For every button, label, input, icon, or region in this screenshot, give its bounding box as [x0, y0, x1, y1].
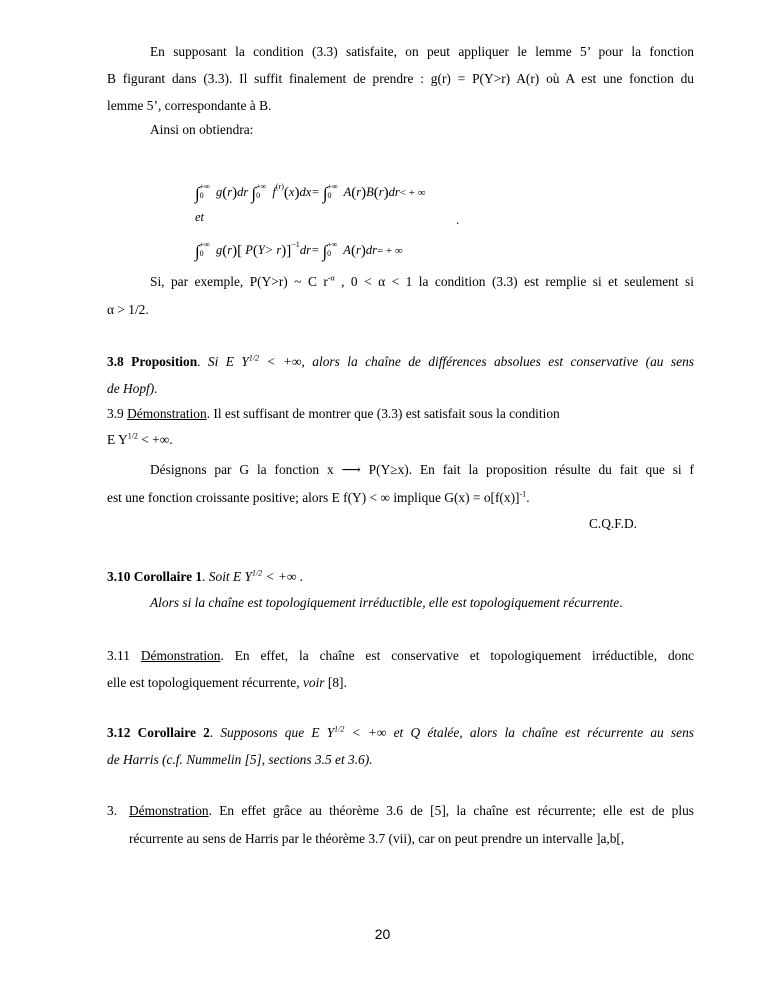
- paragraph-condition-line2: B figurant dans (3.3). Il suffit finalement de prendre : g(r) = P(Y>r) A(r) où A est une fonction du: [107, 71, 694, 86]
- demonstration-3-9-line1: 3.9 Démonstration. Il est suffisant de montrer que (3.3) est satisfait sous la condition: [107, 406, 560, 421]
- equation-line-2: ∫ +∞ 0 g(r)[ P(Y> r)]$^{-1}$dr= ∫ +∞ 0 A(r)dr= + ∞: [195, 240, 403, 261]
- paragraph-condition-line1: En supposant la condition (3.3) satisfaite, on peut appliquer le lemme 5’ pour la fonction: [150, 44, 694, 59]
- demonstration-3-11-line2: elle est topologiquement récurrente, voir [8].: [107, 675, 347, 690]
- corollaire-2-line1: 3.12 Corollaire 2. Supposons que E $Y^{1/2}$ < +∞ et Q étalée, alors la chaîne est récurrente au sens: [107, 724, 694, 740]
- cqfd: C.Q.F.D.: [588, 516, 637, 531]
- ainsi-text: Ainsi on obtiendra:: [150, 122, 254, 137]
- demonstration-3-line2: récurrente au sens de Harris par le théorème 3.7 (vii), car on peut prendre un intervalle ]a,b[,: [129, 831, 625, 846]
- equation-period: .: [456, 212, 460, 227]
- demonstration-3-9-line2: E $Y^{1/2}$ < +∞.: [107, 431, 173, 447]
- demonstration-3-line1: Démonstration. En effet grâce au théorème 3.6 de [5], la chaîne est récurrente; elle est de plus: [129, 803, 694, 818]
- page-number: 20: [374, 926, 391, 942]
- designons-line2: est une fonction croissante positive; alors E f(Y) < ∞ implique $G(x) = o[f(x)]^{-1}$.: [107, 489, 530, 505]
- paragraph-condition-line3: lemme 5’, correspondante à B.: [107, 98, 272, 113]
- equation-line-1: ∫ +∞ 0 g(r)dr ∫ +∞ 0 $f^{(r)}(x)dx=$ ∫ +∞ 0 A(r)B(r)dr< + ∞: [195, 182, 426, 203]
- corollaire-2-line2: de Harris (c.f. Nummelin [5], sections 3.5 et 3.6).: [107, 752, 373, 767]
- demonstration-3-number: 3.: [107, 803, 118, 818]
- proposition-3-8-line1: 3.8 Proposition. Si E $Y^{1/2}$ < +∞, alors la chaîne de différences absolues est conservative (au sens: [107, 353, 694, 369]
- corollaire-1-line2: Alors si la chaîne est topologiquement irréductible, elle est topologiquement récurrente.: [150, 595, 623, 610]
- corollaire-1-line1: 3.10 Corollaire 1. Soit E $Y^{1/2}$ < +∞ .: [107, 568, 304, 584]
- equation-et: et: [195, 210, 205, 224]
- example-line1: Si, par exemple, P(Y>r) ~ C $r^{-\alpha}$ , 0 < α < 1 la condition (3.3) est remplie si et seulement si: [150, 273, 694, 289]
- demonstration-3-11-line1: 3.11 Démonstration. En effet, la chaîne est conservative et topologiquement irréductible, donc: [107, 648, 694, 663]
- example-line2: α > 1/2.: [107, 302, 149, 317]
- proposition-3-8-line2: de Hopf).: [107, 381, 158, 396]
- designons-line1: Désignons par G la fonction x ⟶ P(Y≥x). En fait la proposition résulte du fait que si f: [150, 462, 694, 477]
